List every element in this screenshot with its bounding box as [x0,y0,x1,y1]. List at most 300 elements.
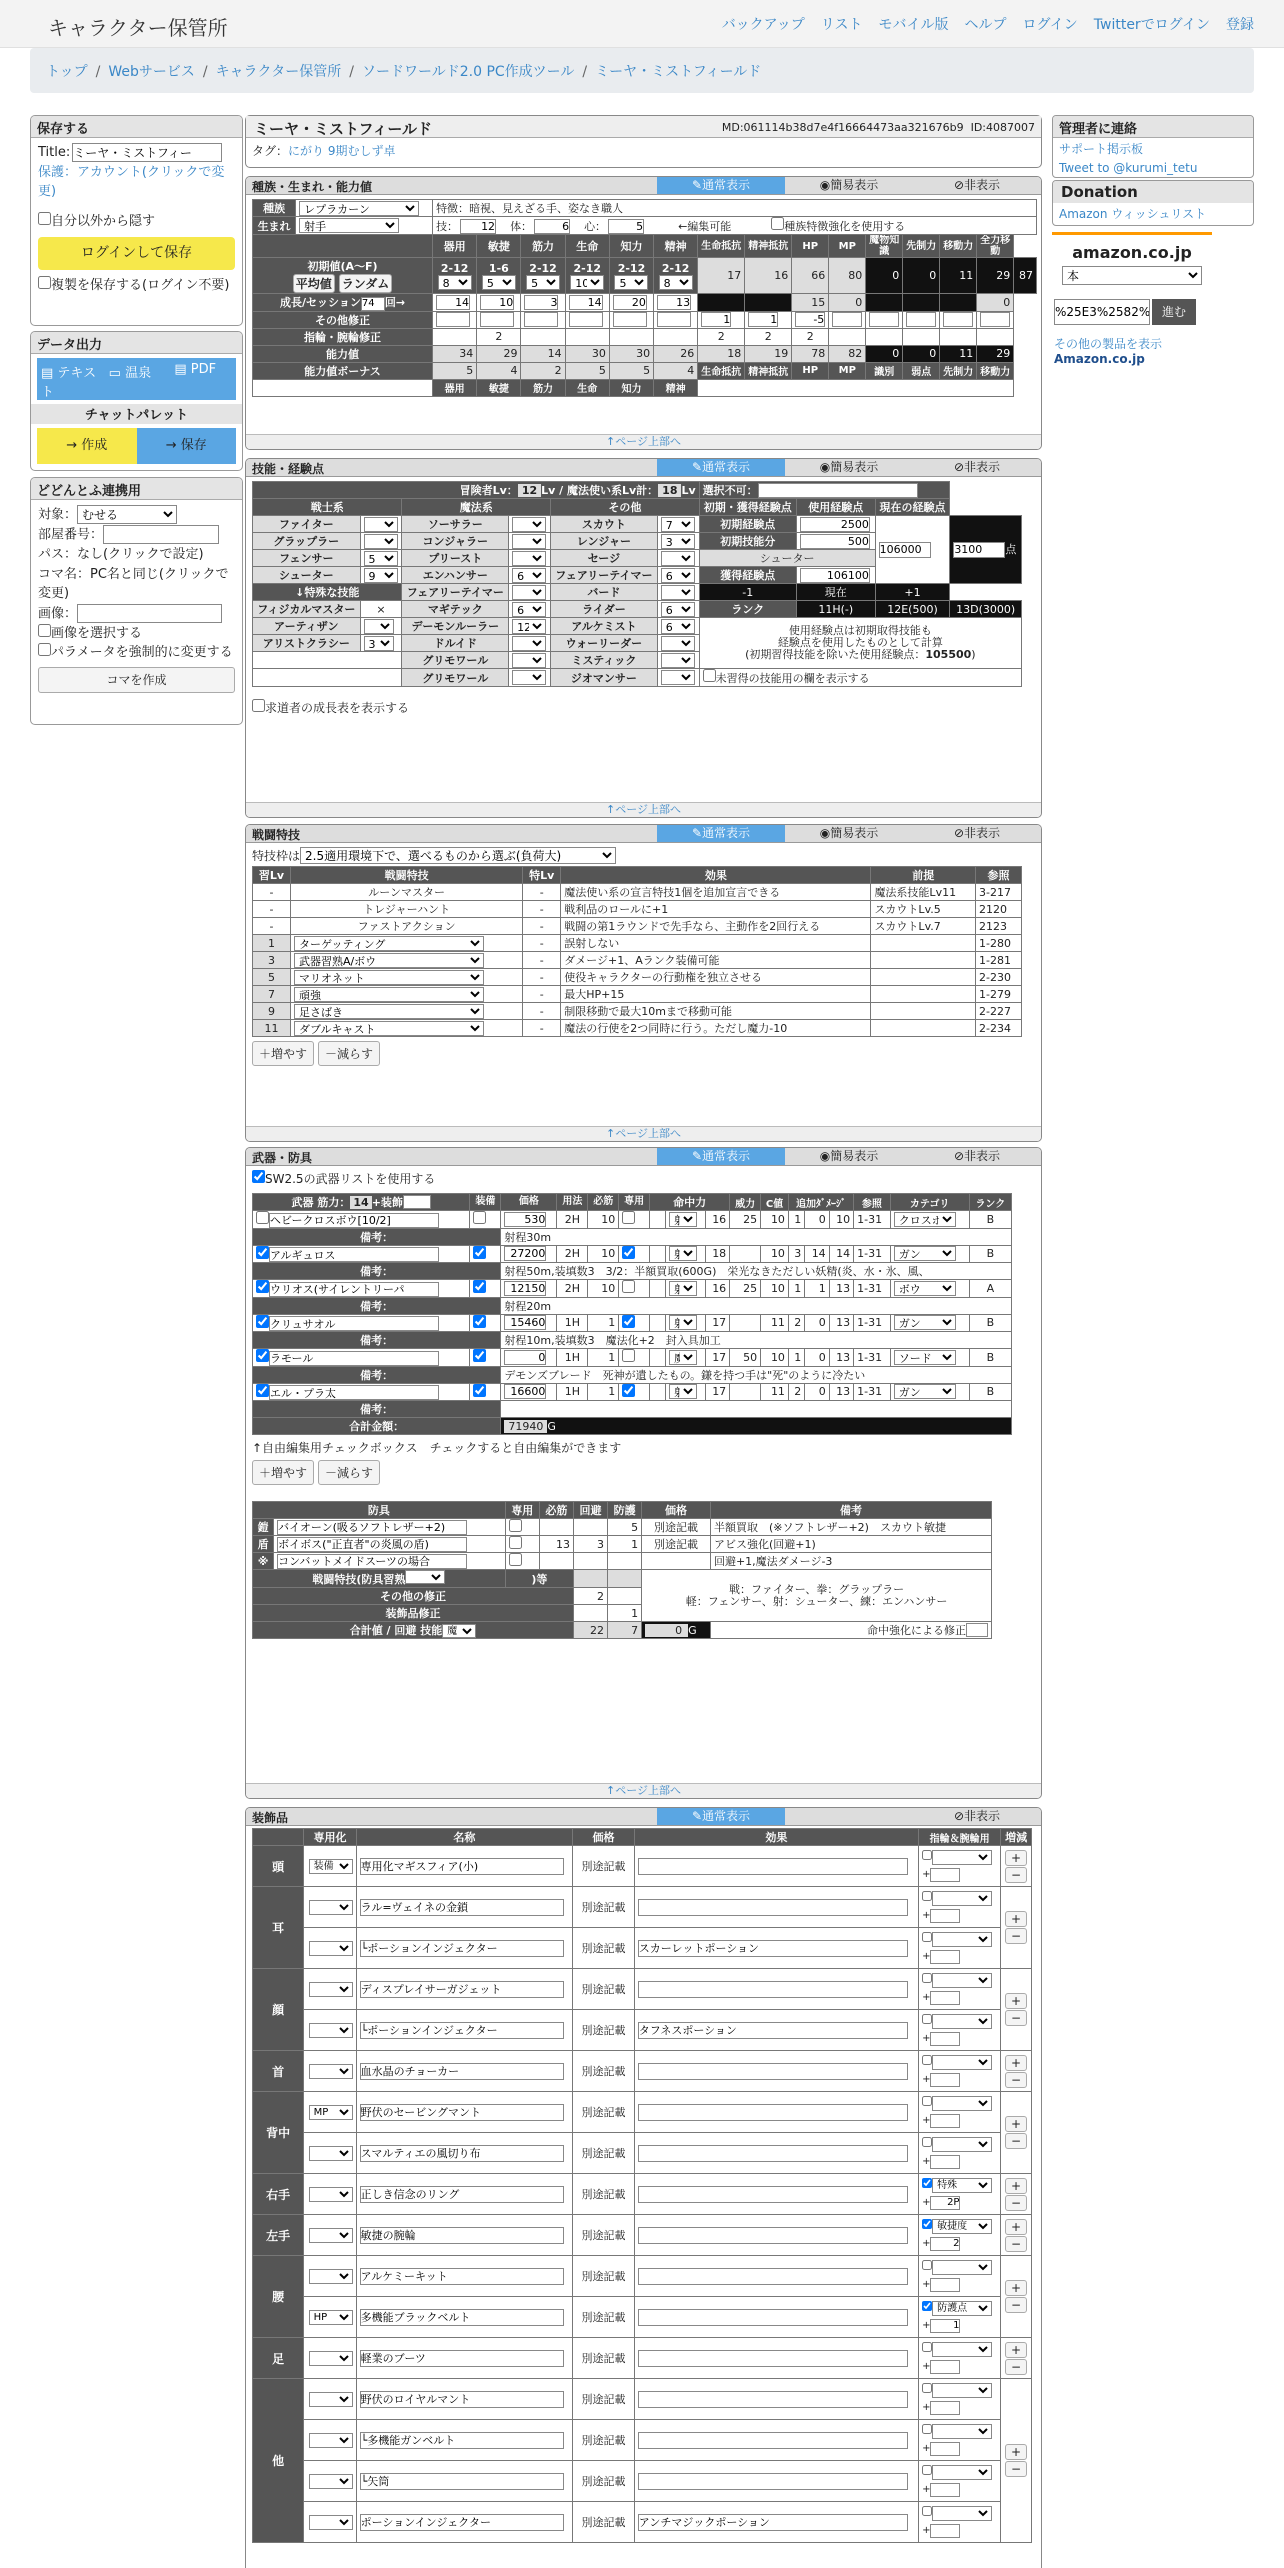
armor-name-2[interactable] [277,1554,467,1569]
weapon-check-2[interactable] [256,1280,269,1293]
init-select-2[interactable] [526,275,560,290]
hide-view-tab[interactable]: ⊘非表示 [953,178,1001,192]
other-x-level-0[interactable] [661,602,695,617]
acc-ring-val-7-1[interactable] [930,2319,960,2333]
tai-input[interactable] [534,219,570,234]
acc-ring-val-2-0[interactable] [930,1991,960,2005]
acc-add-icon[interactable]: + [1005,1911,1027,1927]
race-select[interactable] [299,201,419,216]
acc-ring-check-0-0[interactable] [922,1850,932,1860]
acc-pre-select-1-0[interactable] [309,1900,353,1915]
normal-view-tab[interactable]: ✎通常表示 [657,177,785,194]
acc-ring-check-5-0[interactable] [922,2178,932,2188]
acc-add-icon[interactable]: + [1005,2116,1027,2132]
acc-ring-select-1-1[interactable] [932,1932,992,1947]
acc-ring-check-9-3[interactable] [922,2506,932,2516]
acc-name-2-0[interactable] [360,1981,564,1998]
gi-input[interactable] [460,219,496,234]
breadcrumb-item-0[interactable]: トップ [46,64,88,80]
target-select[interactable] [77,505,177,524]
brand-title[interactable]: キャラクター保管所 [48,16,228,40]
weapon-own-4[interactable] [622,1349,635,1362]
acc-eff-1-0[interactable] [638,1899,908,1916]
weapon-check-5[interactable] [256,1384,269,1397]
acc-ring-check-6-0[interactable] [922,2219,932,2229]
weapon-type-1[interactable] [669,1246,697,1261]
acc-eff-9-2[interactable] [638,2473,908,2490]
acc-ring-select-2-0[interactable] [932,1973,992,1988]
special-level-2[interactable] [364,636,394,651]
acc-ring-check-9-0[interactable] [922,2383,932,2393]
weapon-name-0[interactable] [269,1213,439,1228]
acc-name-5-0[interactable] [360,2186,564,2203]
image-select-checkbox[interactable] [38,624,51,637]
fairy-level-4[interactable] [512,653,546,668]
acc-name-9-0[interactable] [360,2391,564,2408]
acc-ring-check-7-1[interactable] [922,2301,932,2311]
init-select-1[interactable] [482,275,516,290]
weapon-remove-button[interactable]: －減らす [318,1460,380,1485]
topnav-link-1[interactable]: リスト [820,17,863,33]
acc-name-4-0[interactable] [360,2104,564,2121]
acc-eff-9-0[interactable] [638,2391,908,2408]
acc-ring-val-1-0[interactable] [930,1909,960,1923]
acc-ring-check-1-0[interactable] [922,1891,932,1901]
acc-remove-icon[interactable]: − [1005,2297,1027,2313]
acc-add-icon[interactable]: + [1005,1993,1027,2009]
armor-feat-select[interactable] [405,1570,445,1584]
simple-view-tab[interactable]: ◉簡易表示 [819,1149,879,1163]
growth-table-checkbox[interactable] [252,699,265,712]
acc-pre-select-7-1[interactable] [309,2310,353,2325]
acc-pre-select-5-0[interactable] [309,2187,353,2202]
acc-name-8-0[interactable] [360,2350,564,2367]
acc-eff-2-0[interactable] [638,1981,908,1998]
used-exp-input[interactable] [879,542,931,558]
init-exp-input[interactable] [800,517,870,532]
special-level-1[interactable] [364,619,394,634]
sessions-input[interactable] [361,297,385,311]
acc-ring-select-5-0[interactable] [932,2178,992,2193]
acc-pre-select-9-0[interactable] [309,2392,353,2407]
acc-ring-select-2-1[interactable] [932,2014,992,2029]
fighter-level-0[interactable] [364,517,398,532]
feat-rule-select[interactable] [300,847,616,864]
acc-ring-select-7-0[interactable] [932,2260,992,2275]
acc-ring-check-7-0[interactable] [922,2260,932,2270]
hide-view-tab[interactable]: ⊘非表示 [953,826,1001,840]
other-input-3[interactable] [569,312,603,327]
acc-ring-select-9-1[interactable] [932,2424,992,2439]
other-x-level-4[interactable] [661,670,695,685]
acc-ring-val-7-0[interactable] [930,2278,960,2292]
hide-view-tab[interactable]: ⊘非表示 [953,1809,1001,1823]
protect-link[interactable]: 保護：アカウント(クリックで変更) [38,164,225,199]
acc-eff-8-0[interactable] [638,2350,908,2367]
other-x-level-3[interactable] [661,653,695,668]
acc-name-2-1[interactable] [360,2022,564,2039]
weapon-own-3[interactable] [622,1315,635,1328]
page-top-link[interactable]: ↑ページ上部へ [246,1126,1041,1141]
acc-ring-val-6-0[interactable] [930,2237,960,2251]
other-input-5[interactable] [657,312,691,327]
breadcrumb-item-1[interactable]: Webサービス [108,64,195,80]
simple-view-tab[interactable]: ◉簡易表示 [819,826,879,840]
acc-eff-0-0[interactable] [638,1858,908,1875]
weapon-price-0[interactable] [504,1212,546,1227]
growth-input-5[interactable] [657,295,691,310]
hit-boost-input[interactable] [966,1623,988,1637]
param-force-checkbox[interactable] [38,643,51,656]
growth-input-2[interactable] [524,295,558,310]
weapon-equip-1[interactable] [473,1246,486,1259]
topnav-link-2[interactable]: モバイル版 [878,17,949,33]
chat-create-button[interactable]: → 作成 [37,428,137,464]
simple-view-tab[interactable]: ◉簡易表示 [819,178,879,192]
breadcrumb-item-4[interactable]: ミーヤ・ミストフィールド [595,64,762,80]
other-derived-7[interactable] [980,312,1010,327]
other-derived-2[interactable] [795,312,825,327]
koma-name-text[interactable]: コマ名：PC名と同じ(クリックで変更) [38,566,229,601]
growth-input-4[interactable] [613,295,647,310]
pdf-export-button[interactable] [170,358,236,400]
acc-remove-icon[interactable]: − [1005,1928,1027,1944]
text-export-button[interactable] [37,358,105,400]
weapon-equip-5[interactable] [473,1384,486,1397]
breadcrumb-item-2[interactable]: キャラクター保管所 [215,64,342,80]
simple-view-tab[interactable]: ◉簡易表示 [819,460,879,474]
weapon-own-2[interactable] [622,1280,635,1293]
topnav-link-4[interactable]: ログイン [1022,17,1078,33]
acc-eff-6-0[interactable] [638,2227,908,2244]
acc-name-7-0[interactable] [360,2268,564,2285]
feat-select-8[interactable] [294,1021,484,1036]
acc-pre-select-2-1[interactable] [309,2023,353,2038]
other-input-2[interactable] [524,312,558,327]
title-input[interactable] [72,143,222,162]
weapon-cat-5[interactable] [894,1384,956,1399]
amazon-other-link[interactable]: その他の製品を表示 [1054,337,1163,351]
acc-ring-select-0-0[interactable] [932,1850,992,1865]
other-level-2[interactable] [661,551,695,566]
acc-name-6-0[interactable] [360,2227,564,2244]
acc-ring-check-8-0[interactable] [922,2342,932,2352]
acc-ring-check-4-0[interactable] [922,2096,932,2106]
topnav-link-6[interactable]: 登録 [1226,17,1254,33]
weapon-cat-1[interactable] [894,1246,956,1261]
other-derived-6[interactable] [943,312,973,327]
armor-own-2[interactable] [509,1553,522,1566]
tweet-link[interactable]: Tweet to @kurumi_tetu [1059,161,1198,176]
acc-remove-icon[interactable]: − [1005,2072,1027,2088]
normal-view-tab[interactable]: ✎通常表示 [657,825,785,842]
support-board-link[interactable]: サポート掲示板 [1059,142,1144,156]
armor-own-1[interactable] [509,1536,522,1549]
acc-eff-3-0[interactable] [638,2063,908,2080]
amazon-wishlist-link[interactable]: Amazon ウィッシュリスト [1059,207,1207,221]
acc-name-4-1[interactable] [360,2145,564,2162]
init-select-0[interactable] [438,275,472,290]
copy-save-checkbox[interactable] [38,276,51,289]
topnav-link-5[interactable]: Twitterでログイン [1093,17,1210,33]
other-derived-0[interactable] [701,312,731,327]
race-boost-checkbox[interactable] [771,217,784,230]
acc-name-9-1[interactable] [360,2432,564,2449]
acc-ring-val-1-1[interactable] [930,1950,960,1964]
acc-eff-7-0[interactable] [638,2268,908,2285]
unpossible-input[interactable] [758,483,918,498]
acc-name-0-0[interactable] [360,1858,564,1875]
acc-remove-icon[interactable]: − [1005,2236,1027,2252]
growth-input-0[interactable] [436,295,470,310]
other-x-level-2[interactable] [661,636,695,651]
feat-remove-button[interactable]: －減らす [318,1041,380,1066]
acc-pre-select-1-1[interactable] [309,1941,353,1956]
topnav-link-0[interactable]: バックアップ [721,17,805,33]
acc-pre-select-6-0[interactable] [309,2228,353,2243]
weapon-name-2[interactable] [269,1282,439,1297]
acc-ring-check-4-1[interactable] [922,2137,932,2147]
weapon-cat-4[interactable] [894,1350,956,1365]
fairy-level-5[interactable] [512,670,546,685]
acc-pre-select-8-0[interactable] [309,2351,353,2366]
acc-add-icon[interactable]: + [1005,2178,1027,2194]
weapon-cat-3[interactable] [894,1315,956,1330]
hide-checkbox[interactable] [38,212,51,225]
weapon-price-5[interactable] [504,1384,546,1399]
weapon-cat-0[interactable] [894,1212,956,1227]
init-select-4[interactable] [614,275,648,290]
acc-ring-select-4-0[interactable] [932,2096,992,2111]
chat-save-button[interactable]: → 保存 [137,428,237,464]
feat-select-7[interactable] [294,1004,484,1019]
acc-name-3-0[interactable] [360,2063,564,2080]
weapon-equip-4[interactable] [473,1349,486,1362]
weapon-type-5[interactable] [669,1384,697,1399]
acc-ring-val-9-3[interactable] [930,2524,960,2538]
acc-ring-check-9-2[interactable] [922,2465,932,2475]
other-derived-5[interactable] [906,312,936,327]
weapon-own-5[interactable] [622,1384,635,1397]
make-koma-button[interactable]: コマを作成 [38,667,235,693]
page-top-link[interactable]: ↑ページ上部へ [246,1783,1041,1798]
feat-add-button[interactable]: ＋増やす [252,1041,314,1066]
acc-add-icon[interactable]: + [1005,2342,1027,2358]
acc-add-icon[interactable]: + [1005,2055,1027,2071]
page-top-link[interactable]: ↑ページ上部へ [246,434,1041,449]
acc-ring-select-9-0[interactable] [932,2383,992,2398]
weapon-cat-2[interactable] [894,1281,956,1296]
weapon-equip-2[interactable] [473,1280,486,1293]
page-top-link[interactable]: ↑ページ上部へ [246,802,1041,817]
magic-level-2[interactable] [512,551,546,566]
acc-add-icon[interactable]: + [1005,1850,1027,1866]
magic-level-0[interactable] [512,517,546,532]
weapon-price-1[interactable] [504,1246,546,1261]
login-save-button[interactable]: ログインして保存 [38,237,235,270]
acc-add-icon[interactable]: + [1005,2444,1027,2460]
other-derived-4[interactable] [869,312,899,327]
acc-remove-icon[interactable]: − [1005,1867,1027,1883]
acc-ring-select-9-2[interactable] [932,2465,992,2480]
weapon-type-2[interactable] [669,1281,697,1296]
deco-str-input[interactable] [403,1195,431,1209]
acc-name-1-0[interactable] [360,1899,564,1916]
amazon-jp-link[interactable]: Amazon.co.jp [1054,352,1145,366]
acc-ring-check-2-0[interactable] [922,1973,932,1983]
acc-remove-icon[interactable]: − [1005,2133,1027,2149]
init-select-3[interactable] [570,275,604,290]
acc-ring-val-8-0[interactable] [930,2360,960,2374]
acc-eff-5-0[interactable] [638,2186,908,2203]
weapon-own-1[interactable] [622,1246,635,1259]
pass-text[interactable]: パス：なし(クリックで設定) [38,547,204,562]
fairy-level-3[interactable] [512,636,546,651]
normal-view-tab[interactable]: ✎通常表示 [657,1148,785,1165]
other-input-4[interactable] [613,312,647,327]
amazon-go-button[interactable]: 進む [1152,299,1196,325]
acc-ring-val-9-1[interactable] [930,2442,960,2456]
acc-name-1-1[interactable] [360,1940,564,1957]
magic-level-3[interactable] [512,568,546,583]
acc-ring-val-0-0[interactable] [930,1868,960,1882]
acc-eff-1-1[interactable] [638,1940,908,1957]
armor-own-0[interactable] [509,1519,522,1532]
earned-exp-input[interactable] [800,568,870,583]
acc-pre-select-4-0[interactable] [309,2105,353,2120]
topnav-link-3[interactable]: ヘルプ [964,17,1007,33]
acc-eff-4-1[interactable] [638,2145,908,2162]
bard-level[interactable] [661,585,695,600]
feat-select-3[interactable] [294,936,484,951]
weapon-check-4[interactable] [256,1349,269,1362]
acc-eff-9-3[interactable] [638,2514,908,2531]
weapon-price-2[interactable] [504,1281,546,1296]
growth-input-3[interactable] [569,295,603,310]
acc-ring-val-9-2[interactable] [930,2483,960,2497]
current-exp-input[interactable] [953,542,1005,558]
weapon-check-3[interactable] [256,1315,269,1328]
acc-pre-select-7-0[interactable] [309,2269,353,2284]
weapon-name-4[interactable] [269,1351,439,1366]
weapon-add-button[interactable]: ＋増やす [252,1460,314,1485]
other-input-0[interactable] [436,312,470,327]
acc-ring-select-1-0[interactable] [932,1891,992,1906]
acc-pre-select-4-1[interactable] [309,2146,353,2161]
fairy-level-0[interactable] [512,585,546,600]
acc-ring-select-6-0[interactable] [932,2219,992,2234]
room-input[interactable] [103,525,219,544]
normal-view-tab[interactable]: ✎通常表示 [657,459,785,476]
armor-name-0[interactable] [277,1520,467,1535]
acc-ring-val-2-1[interactable] [930,2032,960,2046]
acc-pre-select-3-0[interactable] [309,2064,353,2079]
acc-ring-val-4-1[interactable] [930,2155,960,2169]
other-level-0[interactable] [661,517,695,532]
acc-pre-select-9-1[interactable] [309,2433,353,2448]
acc-ring-select-9-3[interactable] [932,2506,992,2521]
acc-ring-val-9-0[interactable] [930,2401,960,2415]
armor-sum-select[interactable] [442,1624,476,1638]
weapon-name-1[interactable] [269,1247,439,1262]
acc-ring-val-5-0[interactable] [930,2196,960,2210]
feat-select-4[interactable] [294,953,484,968]
weapon-equip-0[interactable] [473,1211,486,1224]
acc-ring-select-8-0[interactable] [932,2342,992,2357]
acc-ring-check-2-1[interactable] [922,2014,932,2024]
birth-select[interactable] [299,218,399,233]
use-sw25-checkbox[interactable] [252,1170,265,1183]
acc-remove-icon[interactable]: − [1005,2195,1027,2211]
fairy-level-2[interactable] [512,619,546,634]
tag-links[interactable]: にがり 9期むしず卓 [288,144,396,158]
other-x-level-1[interactable] [661,619,695,634]
other-derived-3[interactable] [832,312,862,327]
weapon-price-3[interactable] [504,1315,546,1330]
onsen-export-button[interactable] [105,358,171,400]
breadcrumb-item-3[interactable]: ソードワールド2.0 PC作成ツール [362,64,575,80]
acc-remove-icon[interactable]: − [1005,2461,1027,2477]
feat-select-5[interactable] [294,970,484,985]
acc-ring-check-1-1[interactable] [922,1932,932,1942]
acc-eff-2-1[interactable] [638,2022,908,2039]
weapon-check-0[interactable] [256,1211,269,1224]
other-derived-1[interactable] [748,312,778,327]
other-input-1[interactable] [480,312,514,327]
fighter-level-1[interactable] [364,534,398,549]
amazon-search-input[interactable] [1054,299,1150,325]
magic-level-1[interactable] [512,534,546,549]
acc-ring-select-4-1[interactable] [932,2137,992,2152]
weapon-type-0[interactable] [669,1212,697,1227]
acc-pre-select-2-0[interactable] [309,1982,353,1997]
feat-select-6[interactable] [294,987,484,1002]
acc-eff-7-1[interactable] [638,2309,908,2326]
acc-pre-select-9-2[interactable] [309,2474,353,2489]
init-select-5[interactable] [659,275,693,290]
fighter-level-3[interactable] [364,568,398,583]
weapon-check-1[interactable] [256,1246,269,1259]
init-skill-input[interactable] [800,534,870,549]
acc-ring-val-4-0[interactable] [930,2114,960,2128]
avg-button[interactable]: 平均値 [293,274,335,293]
acc-name-7-1[interactable] [360,2309,564,2326]
weapon-type-3[interactable] [669,1315,697,1330]
acc-add-icon[interactable]: + [1005,2280,1027,2296]
image-input[interactable] [77,604,222,623]
weapon-name-5[interactable] [269,1385,439,1400]
acc-remove-icon[interactable]: − [1005,2359,1027,2375]
acc-pre-select-0-0[interactable] [309,1859,353,1874]
armor-name-1[interactable] [277,1537,467,1552]
amazon-category-select[interactable] [1062,266,1202,285]
acc-remove-icon[interactable]: − [1005,2010,1027,2026]
random-button[interactable]: ランダム [339,274,393,293]
weapon-name-3[interactable] [269,1316,439,1331]
hide-view-tab[interactable]: ⊘非表示 [953,460,1001,474]
acc-ring-val-3-0[interactable] [930,2073,960,2087]
acc-ring-check-3-0[interactable] [922,2055,932,2065]
acc-pre-select-9-3[interactable] [309,2515,353,2530]
acc-eff-4-0[interactable] [638,2104,908,2121]
normal-view-tab[interactable]: ✎通常表示 [657,1808,785,1825]
shin-input[interactable] [608,219,644,234]
weapon-type-4[interactable] [669,1350,697,1365]
acc-ring-select-3-0[interactable] [932,2055,992,2070]
acc-eff-9-1[interactable] [638,2432,908,2449]
unlearned-checkbox[interactable] [703,669,716,682]
other-level-1[interactable] [661,534,695,549]
